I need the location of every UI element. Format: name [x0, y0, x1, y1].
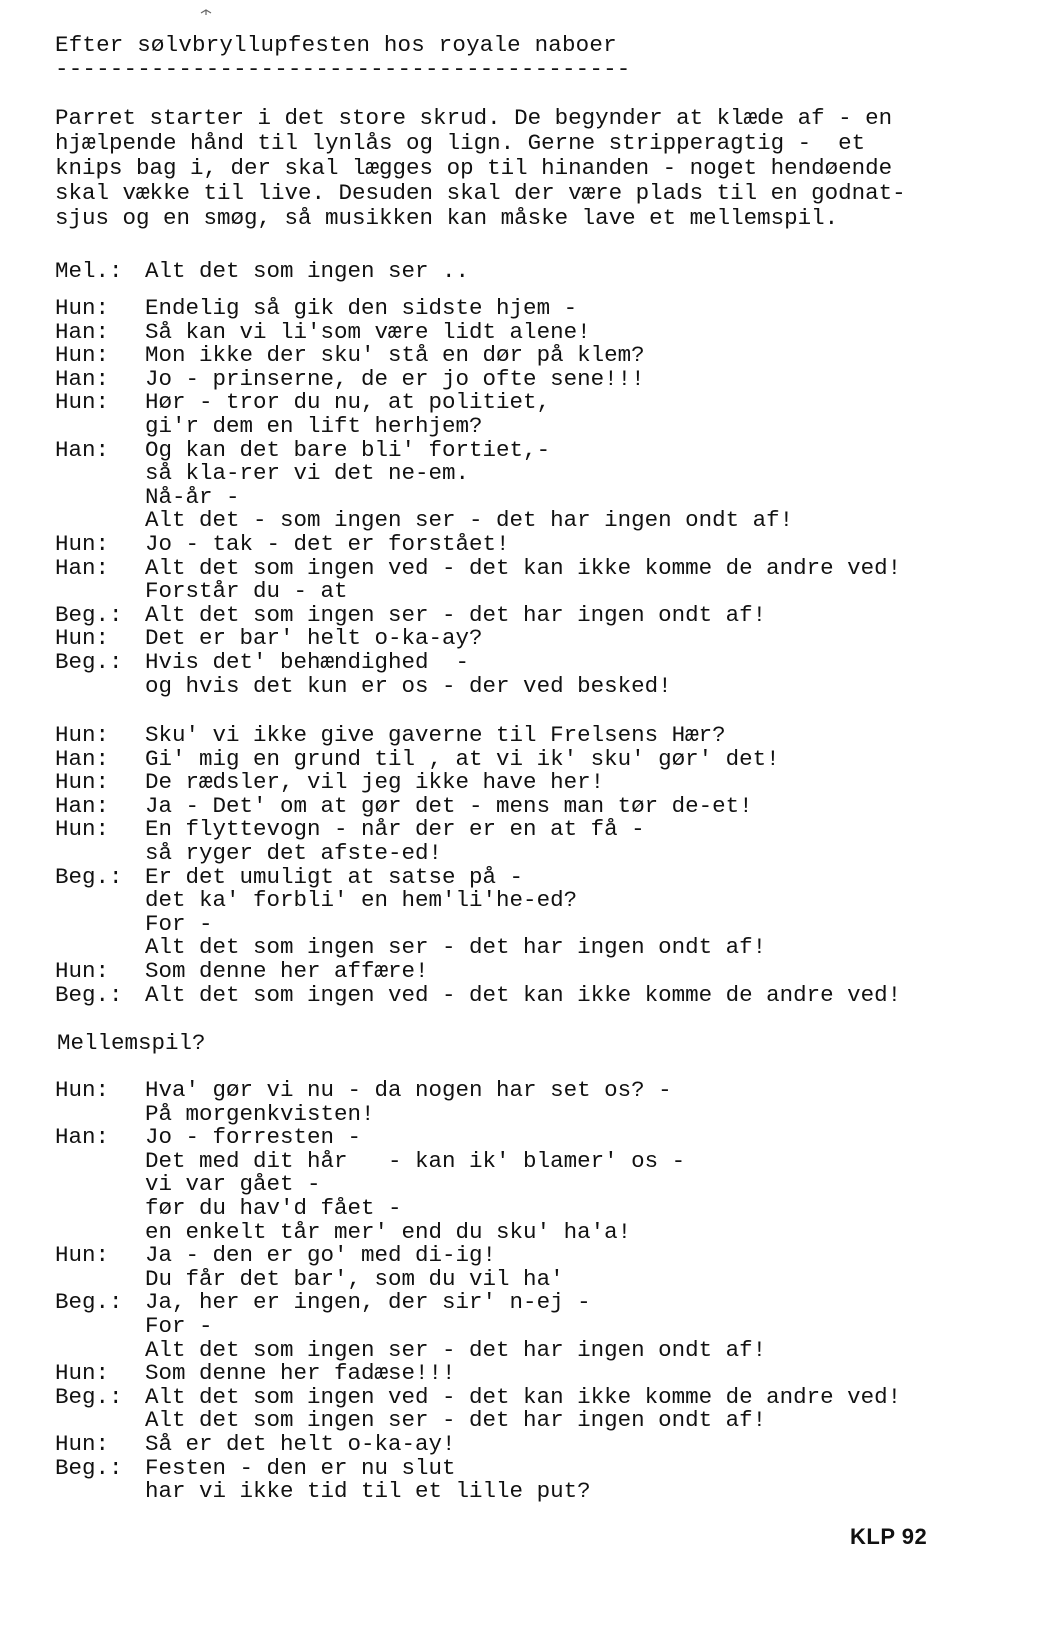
speaker-label: Beg.:	[55, 863, 123, 890]
dialogue-text: så ryger det afste-ed!	[145, 839, 443, 866]
melody-text: Alt det som ingen ser ..	[145, 258, 470, 284]
dialogue-text: Det med dit hår - kan ik' blamer' os -	[145, 1147, 686, 1174]
speaker-label: Hun:	[55, 1360, 110, 1387]
dialogue-text: Alt det - som ingen ser - det har ingen ondt af!	[145, 507, 794, 534]
dialogue-text: Ja - Det' om at gør det - mens man tør de-et!	[145, 792, 753, 819]
speaker-label: Hun:	[55, 625, 110, 652]
speaker-label: Hun:	[55, 769, 110, 796]
dialogue-text: De rædsler, vil jeg ikke have her!	[145, 769, 605, 796]
dialogue-text: Alt det som ingen ser - det har ingen ondt af!	[145, 1407, 767, 1434]
speaker-label: Beg.:	[55, 648, 123, 675]
speaker-label: Han:	[55, 792, 110, 819]
dialogue-text: Nå-år -	[145, 483, 240, 510]
dialogue-line	[55, 1479, 1015, 1503]
dialogue-text: Alt det som ingen ved - det kan ikke komme de andre ved!	[145, 981, 902, 1008]
dialogue-line	[55, 485, 1015, 509]
dialogue-text: Alt det som ingen ser - det har ingen ondt af!	[145, 934, 767, 961]
speaker-label: Hun:	[55, 1242, 110, 1269]
dialogue-line	[55, 1267, 1015, 1291]
dialogue-line	[55, 1196, 1015, 1220]
dialogue-text: Hva' gør vi nu - da nogen har set os? -	[145, 1077, 672, 1103]
speaker-label: Han:	[55, 365, 110, 392]
dialogue-line	[55, 841, 1015, 865]
verse-3	[55, 1078, 1015, 1503]
dialogue-text: Jo - tak - det er forstået!	[145, 530, 510, 557]
dialogue-line	[55, 343, 1015, 367]
paper-speck-mark	[200, 8, 212, 16]
dialogue-line	[55, 723, 1015, 747]
dialogue-text: vi var gået -	[145, 1171, 321, 1198]
intro-line: hjælpende hånd til lynlås og lign. Gerne stripperagtig - et	[55, 130, 866, 156]
dialogue-text: Forstår du - at	[145, 578, 348, 605]
dialogue-line	[55, 1361, 1015, 1385]
dialogue-text: en enkelt tår mer' end du sku' ha'a!	[145, 1218, 632, 1245]
dialogue-line	[55, 1408, 1015, 1432]
page-title: Efter sølvbryllupfesten hos royale naboer	[55, 32, 617, 58]
dialogue-line	[55, 817, 1015, 841]
dialogue-text: Alt det som ingen ser - det har ingen ondt af!	[145, 601, 767, 628]
speaker-label: Beg.:	[55, 1383, 123, 1410]
dialogue-text: så kla-rer vi det ne-em.	[145, 460, 470, 487]
dialogue-line	[55, 414, 1015, 438]
dialogue-text: og hvis det kun er os - der ved besked!	[145, 672, 672, 699]
intro-line: sjus og en smøg, så musikken kan måske lave et mellemspil.	[55, 205, 839, 231]
intro-line: knips bag i, der skal lægges op til hinanden - noget hendøende	[55, 155, 893, 181]
dialogue-line	[55, 1078, 1015, 1102]
dialogue-line	[55, 747, 1015, 771]
dialogue-line	[55, 367, 1015, 391]
dialogue-line	[55, 603, 1015, 627]
speaker-label: Han:	[55, 745, 110, 772]
dialogue-line	[55, 674, 1015, 698]
dialogue-text: Festen - den er nu slut	[145, 1454, 456, 1481]
speaker-label: Hun:	[55, 342, 110, 369]
dialogue-line	[55, 1432, 1015, 1456]
speaker-label: Hun:	[55, 389, 110, 416]
dialogue-line	[55, 461, 1015, 485]
dialogue-line	[55, 508, 1015, 532]
dialogue-text: Og kan det bare bli' fortiet,-	[145, 436, 551, 463]
dialogue-line	[55, 1149, 1015, 1173]
dialogue-line	[55, 1290, 1015, 1314]
verse-1	[55, 296, 1015, 697]
dialogue-text: For -	[145, 910, 213, 937]
dialogue-text: Endelig så gik den sidste hjem -	[145, 295, 578, 321]
dialogue-text: Ja - den er go' med di-ig!	[145, 1242, 497, 1269]
dialogue-line	[55, 1338, 1015, 1362]
intro-line: skal vække til live. Desuden skal der være plads til en godnat-	[55, 180, 906, 206]
dialogue-text: Det er bar' helt o-ka-ay?	[145, 625, 483, 652]
dialogue-text: gi'r dem en lift herhjem?	[145, 412, 483, 439]
dialogue-line	[55, 959, 1015, 983]
dialogue-text: har vi ikke tid til et lille put?	[145, 1478, 591, 1505]
speaker-label: Han:	[55, 554, 110, 581]
dialogue-text: Så er det helt o-ka-ay!	[145, 1430, 456, 1457]
dialogue-text: Jo - prinserne, de er jo ofte sene!!!	[145, 365, 645, 392]
speaker-label: Han:	[55, 1124, 110, 1151]
dialogue-text: Ja, her er ingen, der sir' n-ej -	[145, 1289, 591, 1316]
dialogue-text: Som denne her fadæse!!!	[145, 1360, 456, 1387]
dialogue-line	[55, 296, 1015, 320]
dialogue-line	[55, 390, 1015, 414]
speaker-label: Han:	[55, 318, 110, 345]
dialogue-text: Gi' mig en grund til , at vi ik' sku' gør' det!	[145, 745, 780, 772]
dialogue-text: En flyttevogn - når der er en at få -	[145, 816, 645, 843]
dialogue-line	[55, 556, 1015, 580]
dialogue-text: Alt det som ingen ved - det kan ikke komme de andre ved!	[145, 1383, 902, 1410]
speaker-label: Hun:	[55, 1430, 110, 1457]
dialogue-text: Du får det bar', som du vil ha'	[145, 1265, 564, 1292]
dialogue-line	[55, 1243, 1015, 1267]
dialogue-text: Sku' vi ikke give gaverne til Frelsens Hær?	[145, 722, 726, 748]
dialogue-line	[55, 865, 1015, 889]
speaker-label: Beg.:	[55, 601, 123, 628]
dialogue-line	[55, 650, 1015, 674]
dialogue-line	[55, 579, 1015, 603]
dialogue-line	[55, 770, 1015, 794]
speaker-label: Hun:	[55, 957, 110, 984]
dialogue-line	[55, 626, 1015, 650]
dialogue-text: Alt det som ingen ser - det har ingen ondt af!	[145, 1336, 767, 1363]
dialogue-line	[55, 1385, 1015, 1409]
melody-line	[55, 258, 469, 284]
dialogue-line	[55, 532, 1015, 556]
speaker-label: Hun:	[55, 1077, 110, 1103]
dialogue-text: Mon ikke der sku' stå en dør på klem?	[145, 342, 645, 369]
dialogue-text: Alt det som ingen ved - det kan ikke komme de andre ved!	[145, 554, 902, 581]
intro-line: Parret starter i det store skrud. De begynder at klæde af - en	[55, 105, 893, 131]
verse-2	[55, 723, 1015, 1006]
dialogue-line	[55, 1125, 1015, 1149]
speaker-label: Beg.:	[55, 981, 123, 1008]
dialogue-text: før du hav'd fået -	[145, 1194, 402, 1221]
speaker-label: Hun:	[55, 295, 110, 321]
dialogue-text: det ka' forbli' en hem'li'he-ed?	[145, 887, 578, 914]
dialogue-text: På morgenkvisten!	[145, 1100, 375, 1127]
dialogue-line	[55, 912, 1015, 936]
speaker-label: Beg.:	[55, 1454, 123, 1481]
dialogue-text: Som denne her affære!	[145, 957, 429, 984]
speaker-label: Beg.:	[55, 1289, 123, 1316]
dialogue-line	[55, 320, 1015, 344]
dialogue-line	[55, 1456, 1015, 1480]
dialogue-line	[55, 794, 1015, 818]
dialogue-text: Jo - forresten -	[145, 1124, 362, 1151]
dialogue-line	[55, 438, 1015, 462]
dialogue-text: Er det umuligt at satse på -	[145, 863, 524, 890]
dialogue-line	[55, 1314, 1015, 1338]
melody-label: Mel.:	[55, 258, 123, 284]
dialogue-line	[55, 888, 1015, 912]
dialogue-text: For -	[145, 1312, 213, 1339]
dialogue-line	[55, 983, 1015, 1007]
dialogue-line	[55, 935, 1015, 959]
dialogue-text: Så kan vi li'som være lidt alene!	[145, 318, 591, 345]
title-underline: ------------------------------------------	[55, 56, 631, 82]
stage-directions	[55, 106, 1015, 231]
dialogue-line	[55, 1102, 1015, 1126]
dialogue-line	[55, 1172, 1015, 1196]
interlude-heading: Mellemspil?	[57, 1030, 206, 1056]
dialogue-line	[55, 1220, 1015, 1244]
speaker-label: Hun:	[55, 530, 110, 557]
speaker-label: Han:	[55, 436, 110, 463]
speaker-label: Hun:	[55, 722, 110, 748]
dialogue-text: Hvis det' behændighed -	[145, 648, 470, 675]
dialogue-text: Hør - tror du nu, at politiet,	[145, 389, 551, 416]
speaker-label: Hun:	[55, 816, 110, 843]
page-footer-code: KLP 92	[850, 1524, 928, 1549]
